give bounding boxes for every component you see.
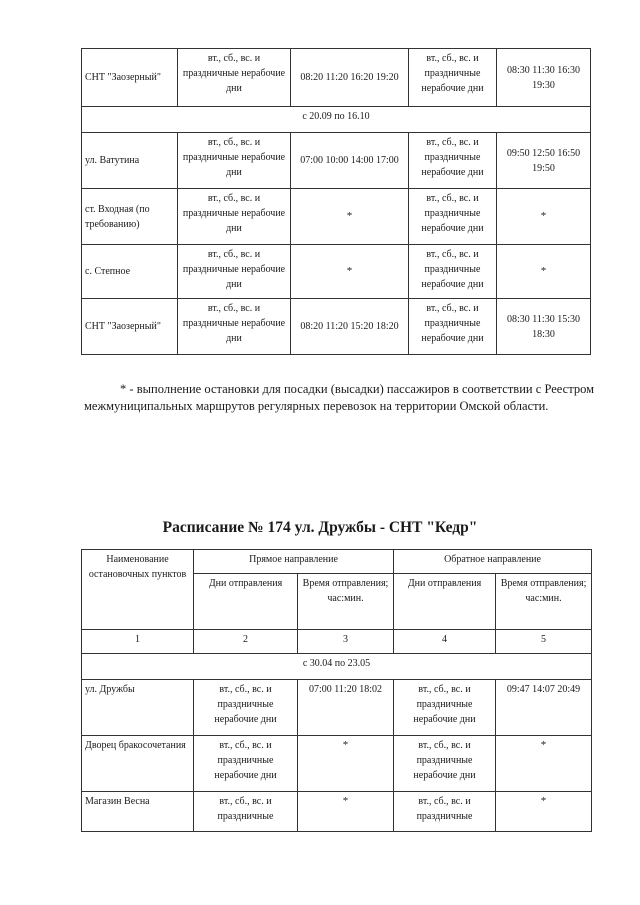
table-row	[82, 189, 591, 245]
column-number: 1	[82, 630, 194, 654]
schedule-title: Расписание № 174 ул. Дружбы - СНТ "Кедр"	[162, 519, 478, 536]
period-row	[82, 107, 591, 133]
header-stops: Наименование остановочных пунктов	[82, 550, 194, 630]
time-backward: *	[496, 792, 592, 832]
time-forward: 07:00 11:20 18:02	[298, 680, 394, 736]
days-forward: вт., сб., вс. и праздничные	[194, 792, 298, 832]
table-row	[82, 680, 592, 736]
column-number: 4	[394, 630, 496, 654]
schedule-table-continued	[81, 48, 591, 355]
header-forward: Прямое направление	[194, 550, 394, 574]
header-days-backward: Дни отправления	[394, 574, 496, 630]
stop-name: ул. Дружбы	[82, 680, 194, 736]
header-backward: Обратное направление	[394, 550, 592, 574]
stop-name: ст. Входная (по требованию)	[82, 189, 178, 245]
days-backward: вт., сб., вс. и праздничные нерабочие дни	[394, 680, 496, 736]
days-backward: вт., сб., вс. и праздничные нерабочие дни	[409, 245, 497, 299]
time-forward: 08:20 11:20 16:20 19:20	[291, 49, 409, 107]
days-backward: вт., сб., вс. и праздничные нерабочие дни	[409, 49, 497, 107]
time-backward: *	[496, 736, 592, 792]
days-backward: вт., сб., вс. и праздничные нерабочие дни	[409, 299, 497, 355]
footnote: * - выполнение остановки для посадки (высадки) пассажиров в соответствии с Реестром межмуниципальных маршрутов регулярных перевозок на территории Омской области.	[84, 382, 594, 413]
table-row	[82, 736, 592, 792]
header-time-backward: Время отправления; час:мин.	[496, 574, 592, 630]
period-label: с 20.09 по 16.10	[82, 107, 591, 133]
stop-name: СНТ "Заозерный"	[82, 299, 178, 355]
time-forward: 08:20 11:20 15:20 18:20	[291, 299, 409, 355]
header-days-forward: Дни отправления	[194, 574, 298, 630]
column-number-row	[82, 630, 592, 654]
time-backward: *	[497, 189, 591, 245]
days-forward: вт., сб., вс. и праздничные нерабочие дни	[178, 49, 291, 107]
stop-name: с. Степное	[82, 245, 178, 299]
time-backward: *	[497, 245, 591, 299]
table-row	[82, 792, 592, 832]
time-forward: *	[291, 189, 409, 245]
time-backward: 09:50 12:50 16:50 19:50	[497, 133, 591, 189]
column-number: 2	[194, 630, 298, 654]
time-backward: 08:30 11:30 16:30 19:30	[497, 49, 591, 107]
table-row	[82, 133, 591, 189]
days-backward: вт., сб., вс. и праздничные нерабочие дни	[409, 189, 497, 245]
time-forward: *	[298, 736, 394, 792]
schedule-table-174	[81, 549, 592, 832]
stop-name: Дворец бракосочетания	[82, 736, 194, 792]
days-forward: вт., сб., вс. и праздничные нерабочие дни	[178, 189, 291, 245]
time-backward: 09:47 14:07 20:49	[496, 680, 592, 736]
time-forward: *	[298, 792, 394, 832]
stop-name: СНТ "Заозерный"	[82, 49, 178, 107]
days-forward: вт., сб., вс. и праздничные нерабочие дни	[194, 736, 298, 792]
time-forward: *	[291, 245, 409, 299]
days-forward: вт., сб., вс. и праздничные нерабочие дни	[178, 133, 291, 189]
table-row	[82, 245, 591, 299]
stop-name: Магазин Весна	[82, 792, 194, 832]
days-backward: вт., сб., вс. и праздничные	[394, 792, 496, 832]
days-forward: вт., сб., вс. и праздничные нерабочие дни	[194, 680, 298, 736]
table-row	[82, 49, 591, 107]
header-time-forward: Время отправления; час:мин.	[298, 574, 394, 630]
header-row	[82, 550, 592, 574]
column-number: 3	[298, 630, 394, 654]
days-backward: вт., сб., вс. и праздничные нерабочие дни	[409, 133, 497, 189]
stop-name: ул. Ватутина	[82, 133, 178, 189]
days-backward: вт., сб., вс. и праздничные нерабочие дни	[394, 736, 496, 792]
period-row	[82, 654, 592, 680]
time-backward: 08:30 11:30 15:30 18:30	[497, 299, 591, 355]
time-forward: 07:00 10:00 14:00 17:00	[291, 133, 409, 189]
days-forward: вт., сб., вс. и праздничные нерабочие дни	[178, 299, 291, 355]
days-forward: вт., сб., вс. и праздничные нерабочие дни	[178, 245, 291, 299]
table-row	[82, 299, 591, 355]
period-label: с 30.04 по 23.05	[82, 654, 592, 680]
column-number: 5	[496, 630, 592, 654]
